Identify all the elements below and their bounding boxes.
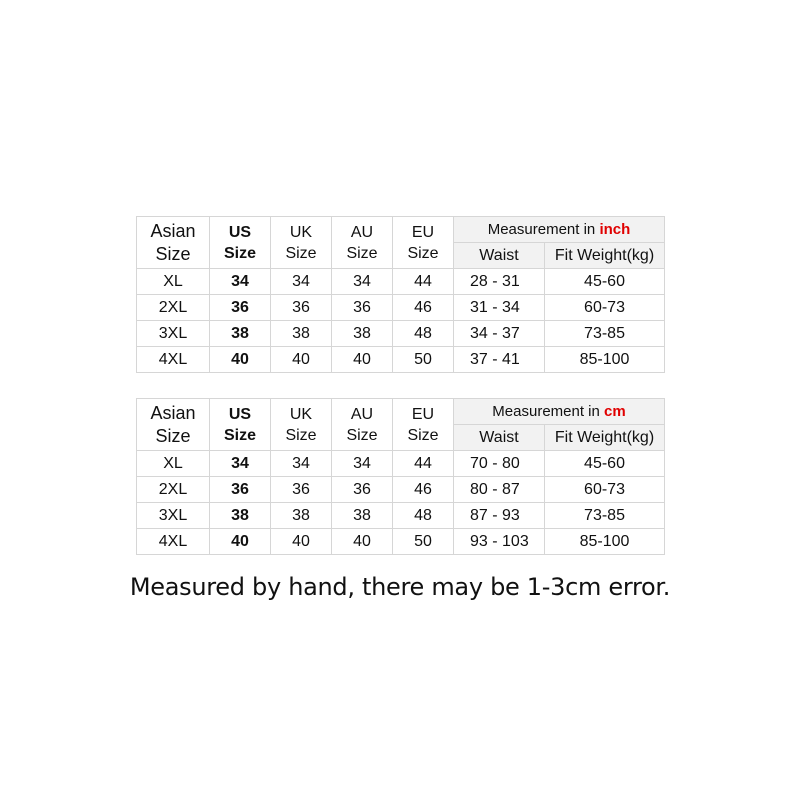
cell-au: 40: [332, 529, 393, 555]
header-us-size: US Size: [210, 399, 271, 451]
cell-waist: 80 - 87: [454, 477, 545, 503]
cell-weight: 85-100: [545, 529, 665, 555]
cell-us: 40: [210, 529, 271, 555]
cell-eu: 46: [393, 477, 454, 503]
cell-weight: 85-100: [545, 347, 665, 373]
cell-asian: 3XL: [137, 503, 210, 529]
cell-uk: 38: [271, 321, 332, 347]
cell-weight: 45-60: [545, 269, 665, 295]
table-row: [137, 321, 665, 347]
header-fit-weight: Fit Weight(kg): [545, 425, 665, 451]
cell-asian: 4XL: [137, 347, 210, 373]
header-waist: Waist: [454, 243, 545, 269]
unit-label: inch: [599, 221, 631, 238]
cell-eu: 44: [393, 269, 454, 295]
header-measurement: Measurement in inch: [454, 217, 665, 243]
header-us-size: US Size: [210, 217, 271, 269]
cell-au: 34: [332, 451, 393, 477]
header-measurement: Measurement in cm: [454, 399, 665, 425]
cell-waist: 70 - 80: [454, 451, 545, 477]
cell-au: 38: [332, 321, 393, 347]
cell-weight: 73-85: [545, 503, 665, 529]
cell-us: 40: [210, 347, 271, 373]
header-eu-size: EU Size: [393, 399, 454, 451]
table-row: [137, 503, 665, 529]
cell-au: 38: [332, 503, 393, 529]
cell-us: 38: [210, 321, 271, 347]
size-table-cm: [136, 398, 665, 555]
header-eu-size: EU Size: [393, 217, 454, 269]
table-row: [137, 295, 665, 321]
header-waist: Waist: [454, 425, 545, 451]
table-row: [137, 347, 665, 373]
cell-asian: XL: [137, 269, 210, 295]
cell-eu: 46: [393, 295, 454, 321]
cell-waist: 31 - 34: [454, 295, 545, 321]
cell-eu: 48: [393, 321, 454, 347]
cell-uk: 34: [271, 269, 332, 295]
cell-asian: XL: [137, 451, 210, 477]
table-row: [137, 451, 665, 477]
table-row: [137, 477, 665, 503]
cell-au: 40: [332, 347, 393, 373]
cell-eu: 48: [393, 503, 454, 529]
cell-weight: 73-85: [545, 321, 665, 347]
header-fit-weight: Fit Weight(kg): [545, 243, 665, 269]
cell-uk: 40: [271, 347, 332, 373]
cell-au: 36: [332, 477, 393, 503]
size-table-inch: [136, 216, 665, 373]
cell-asian: 2XL: [137, 295, 210, 321]
cell-weight: 60-73: [545, 477, 665, 503]
header-asian-size: Asian Size: [137, 217, 210, 269]
cell-weight: 45-60: [545, 451, 665, 477]
cell-waist: 93 - 103: [454, 529, 545, 555]
cell-uk: 34: [271, 451, 332, 477]
cell-uk: 38: [271, 503, 332, 529]
cell-waist: 37 - 41: [454, 347, 545, 373]
cell-au: 36: [332, 295, 393, 321]
cell-asian: 2XL: [137, 477, 210, 503]
cell-waist: 34 - 37: [454, 321, 545, 347]
cell-us: 34: [210, 451, 271, 477]
cell-eu: 44: [393, 451, 454, 477]
cell-uk: 36: [271, 477, 332, 503]
table-row: [137, 269, 665, 295]
cell-au: 34: [332, 269, 393, 295]
cell-us: 36: [210, 477, 271, 503]
cell-eu: 50: [393, 529, 454, 555]
cell-uk: 40: [271, 529, 332, 555]
header-uk-size: UK Size: [271, 399, 332, 451]
header-asian-size: Asian Size: [137, 399, 210, 451]
cell-eu: 50: [393, 347, 454, 373]
cell-asian: 4XL: [137, 529, 210, 555]
unit-label: cm: [604, 403, 626, 420]
table-row: [137, 529, 665, 555]
header-uk-size: UK Size: [271, 217, 332, 269]
cell-uk: 36: [271, 295, 332, 321]
cell-us: 34: [210, 269, 271, 295]
cell-weight: 60-73: [545, 295, 665, 321]
measurement-note: Measured by hand, there may be 1-3cm error.: [129, 573, 671, 601]
header-au-size: AU Size: [332, 217, 393, 269]
cell-waist: 87 - 93: [454, 503, 545, 529]
cell-us: 38: [210, 503, 271, 529]
cell-asian: 3XL: [137, 321, 210, 347]
cell-us: 36: [210, 295, 271, 321]
header-au-size: AU Size: [332, 399, 393, 451]
cell-waist: 28 - 31: [454, 269, 545, 295]
